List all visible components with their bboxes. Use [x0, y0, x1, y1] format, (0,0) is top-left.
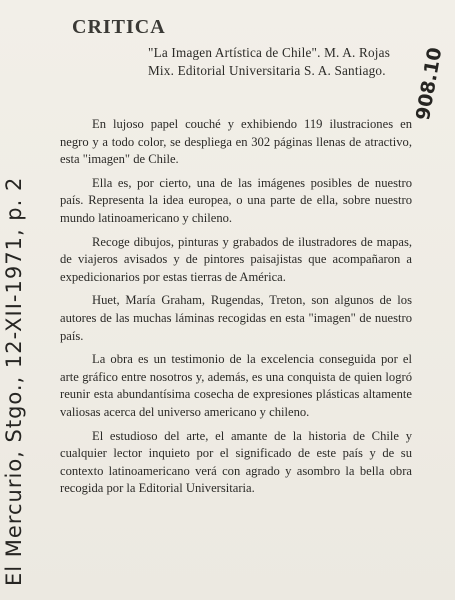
paragraph: Recoge dibujos, pinturas y grabados de ilustradores de mapas, de viajeros avisados y de pintores paisajistas que acompañaron a expedicionarios por estas tierras de América. — [60, 234, 412, 284]
section-heading: CRITICA — [72, 16, 166, 38]
review-body — [60, 116, 412, 504]
paragraph: Huet, María Graham, Rugendas, Treton, son algunos de los autores de las muchas láminas recogidas en esta "imagen" de nuestro país. — [60, 293, 412, 343]
paragraph: El estudioso del arte, el amante de la historia de Chile y cualquier lector inquieto por el significado de este país y de su contexto latinoamericano verá con agrado y asombro la bella obra recogida por la Editorial Universitaria. — [60, 428, 412, 496]
book-reference: "La Imagen Artística de Chile". M. A. Rojas Mix. Editorial Universitaria S. A. Santiago. — [148, 45, 391, 78]
handwritten-catalog-number: 908.10 — [412, 45, 447, 122]
paragraph: Ella es, por cierto, una de las imágenes posibles de nuestro país. Representa la idea europea, o una parte de ella, sobre nuestro mundo latinoamericano y chileno. — [60, 175, 412, 225]
paragraph: En lujoso papel couché y exhibiendo 119 ilustraciones en negro y a todo color, se despliega en 302 páginas llenas de atractivo, esta "imagen" de Chile. — [60, 117, 412, 167]
paragraph: La obra es un testimonio de la excelencia conseguida por el arte gráfico entre nosotros y, además, es una conquista de quien logró reunir esta abundantísima cosecha de expresiones plásticas altamente valiosas acerca del universo americano y chileno. — [60, 352, 412, 419]
handwritten-source-note: El Mercurio, Stgo., 12-XII-1971, p. 2 — [2, 176, 26, 586]
